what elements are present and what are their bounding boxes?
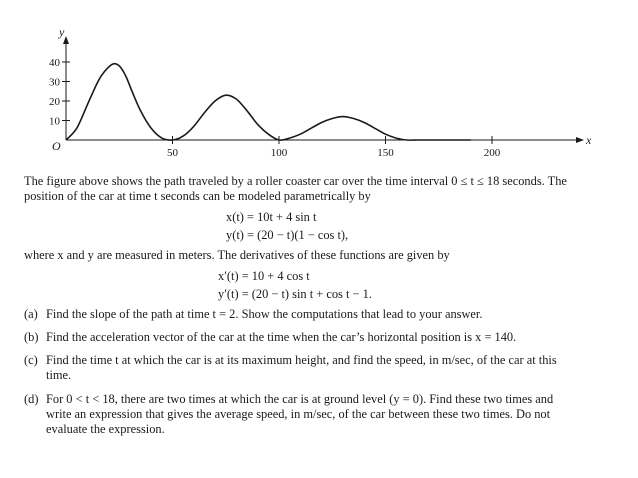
part-b-text: Find the acceleration vector of the car at the time when the car’s horizontal position is x = 140.: [46, 330, 517, 344]
x-tick-label: 200: [483, 147, 501, 159]
where-line: where x and y are measured in meters. The derivatives of these functions are given by: [24, 248, 450, 262]
y-tick-label: 20: [49, 96, 60, 108]
origin-label: O: [52, 139, 61, 153]
y-tick-label: 30: [49, 76, 60, 89]
equation-x-prime: x′(t) = 10 + 4 cos t: [218, 269, 310, 283]
part-d-line-1: For 0 < t < 18, there are two times at which the car is at ground level (y = 0). Find these two times and: [46, 392, 554, 406]
part-c-line-2: time.: [46, 368, 72, 382]
y-axis-letter: y: [59, 25, 65, 39]
part-d-label: (d): [24, 392, 39, 406]
x-axis-letter: x: [586, 133, 592, 147]
part-a-text: Find the slope of the path at time t = 2. Show the computations that lead to your answer.: [46, 307, 483, 321]
part-a-label: (a): [24, 307, 38, 321]
x-tick-label: 150: [377, 147, 394, 159]
x-tick-label: 100: [270, 147, 288, 159]
part-d-line-3: evaluate the expression.: [46, 422, 165, 436]
track-curve: [66, 64, 471, 141]
x-tick-label: 50: [167, 147, 178, 159]
intro-line-2: position of the car at time t seconds can be modeled parametrically by: [24, 189, 371, 203]
equation-y: y(t) = (20 − t)(1 − cos t),: [226, 228, 349, 242]
equation-x: x(t) = 10t + 4 sin t: [226, 210, 317, 224]
y-tick-label: 10: [49, 115, 60, 128]
intro-line-1: The figure above shows the path traveled by a roller coaster car over the time interval 0 ≤ t ≤ 18 seconds. The: [24, 174, 567, 188]
y-tick-label: 40: [49, 57, 60, 69]
part-c-line-1: Find the time t at which the car is at its maximum height, and find the speed, in m/sec, of the car at this: [46, 353, 557, 367]
part-d-line-2: write an expression that gives the average speed, in m/sec, of the car between these two times. Do not: [46, 407, 551, 421]
axis-ticks: [49, 57, 501, 159]
part-c-label: (c): [24, 353, 38, 367]
x-axis-arrow: [576, 137, 584, 143]
part-b-label: (b): [24, 330, 39, 344]
equation-y-prime: y′(t) = (20 − t) sin t + cos t − 1.: [218, 287, 372, 301]
roller-coaster-figure: [0, 0, 638, 170]
